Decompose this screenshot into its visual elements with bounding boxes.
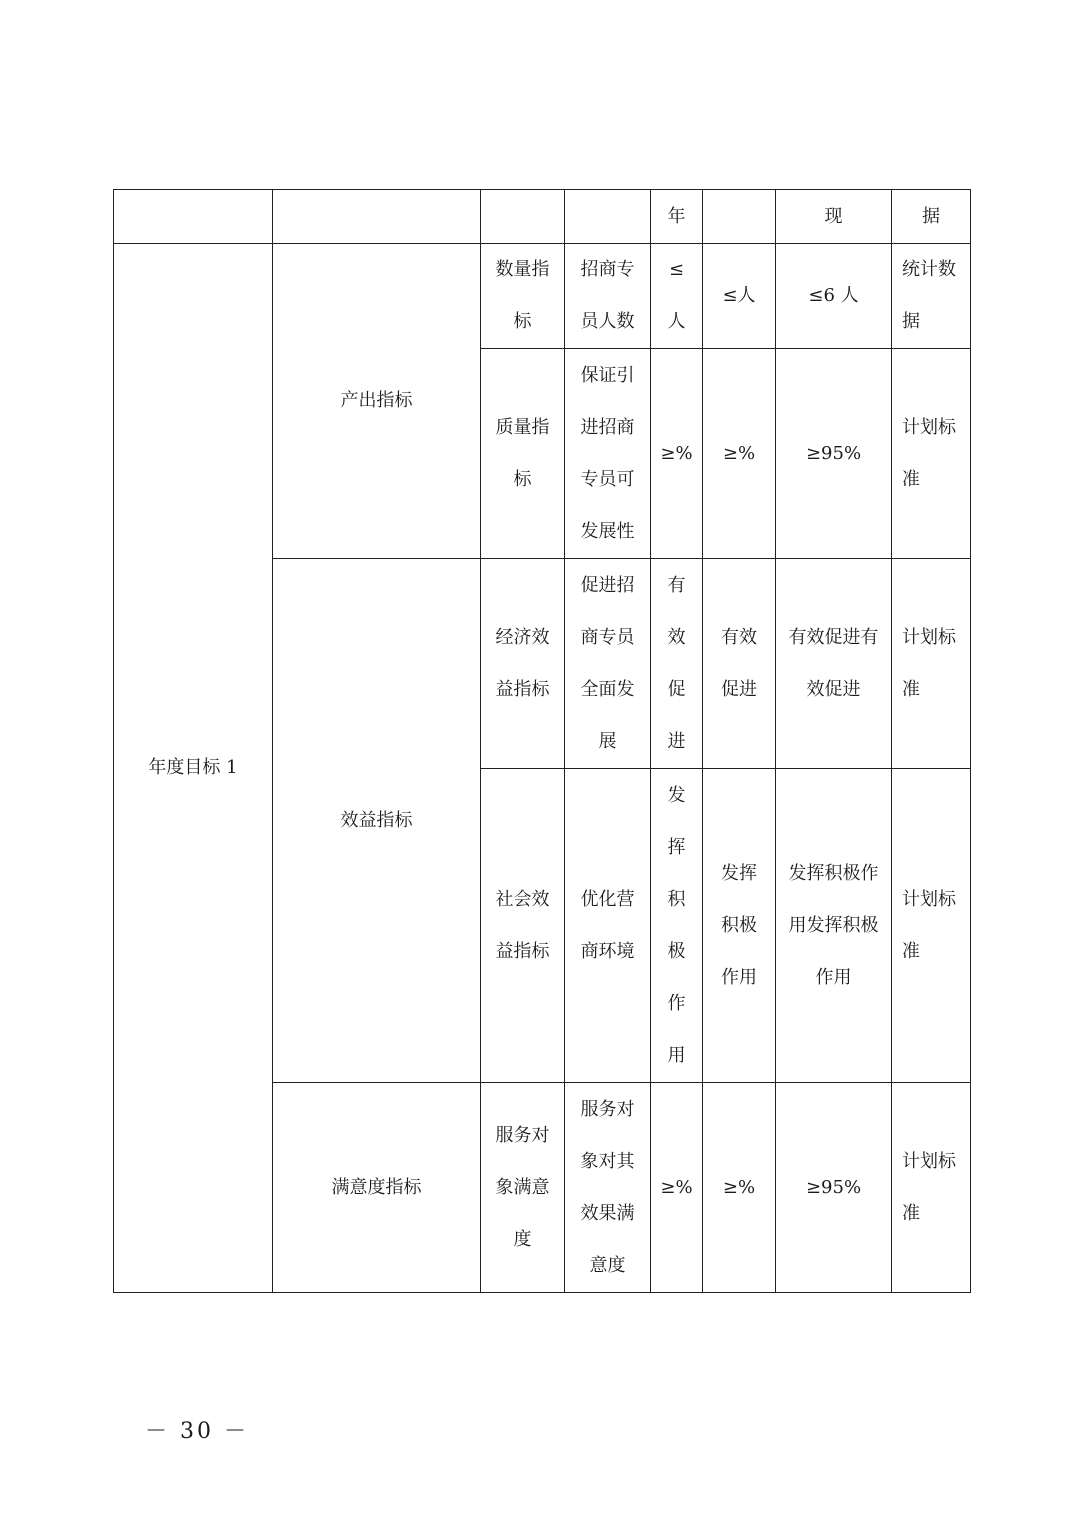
level3-indicator: 招商专员人数: [565, 244, 651, 349]
annual-goal-cell: 年度目标 1: [114, 244, 273, 1293]
annual-target: ≥%: [651, 349, 703, 559]
performance-indicator-table: [113, 189, 971, 1293]
header-cell: [565, 190, 651, 244]
annual-target: ≥%: [651, 1083, 703, 1293]
header-cell: [114, 190, 273, 244]
level1-indicator: 效益指标: [273, 559, 481, 1083]
basis: 计划标准: [892, 559, 971, 769]
basis: 计划标准: [892, 349, 971, 559]
header-cell: 现: [776, 190, 892, 244]
annual-target: ≤人: [651, 244, 703, 349]
level1-indicator: 满意度指标: [273, 1083, 481, 1293]
level2-indicator: 经济效益指标: [481, 559, 565, 769]
actual-value: 发挥积极作用: [703, 769, 776, 1083]
level1-indicator: 产出指标: [273, 244, 481, 559]
level3-indicator: 服务对象对其效果满意度: [565, 1083, 651, 1293]
header-row: [114, 190, 971, 244]
page-number: － 30 －: [145, 1419, 249, 1444]
planned-value: ≥95%: [776, 349, 892, 559]
level3-indicator: 保证引进招商专员可发展性: [565, 349, 651, 559]
header-cell: 据: [892, 190, 971, 244]
actual-value: ≥%: [703, 1083, 776, 1293]
planned-value: ≥95%: [776, 1083, 892, 1293]
annual-target: 发挥积极作用: [651, 769, 703, 1083]
header-cell: [481, 190, 565, 244]
header-cell: [703, 190, 776, 244]
basis: 计划标准: [892, 769, 971, 1083]
actual-value: 有效促进: [703, 559, 776, 769]
planned-value: ≤6 人: [776, 244, 892, 349]
annual-target: 有效促进: [651, 559, 703, 769]
basis: 计划标准: [892, 1083, 971, 1293]
actual-value: ≥%: [703, 349, 776, 559]
planned-value: 有效促进有效促进: [776, 559, 892, 769]
table-row: [114, 244, 971, 349]
planned-value: 发挥积极作用发挥积极作用: [776, 769, 892, 1083]
level3-indicator: 优化营商环境: [565, 769, 651, 1083]
actual-value: ≤人: [703, 244, 776, 349]
level2-indicator: 社会效益指标: [481, 769, 565, 1083]
basis: 统计数据: [892, 244, 971, 349]
header-cell: [273, 190, 481, 244]
header-cell: 年: [651, 190, 703, 244]
level2-indicator: 服务对象满意度: [481, 1083, 565, 1293]
level2-indicator: 质量指标: [481, 349, 565, 559]
level3-indicator: 促进招商专员全面发展: [565, 559, 651, 769]
level2-indicator: 数量指标: [481, 244, 565, 349]
